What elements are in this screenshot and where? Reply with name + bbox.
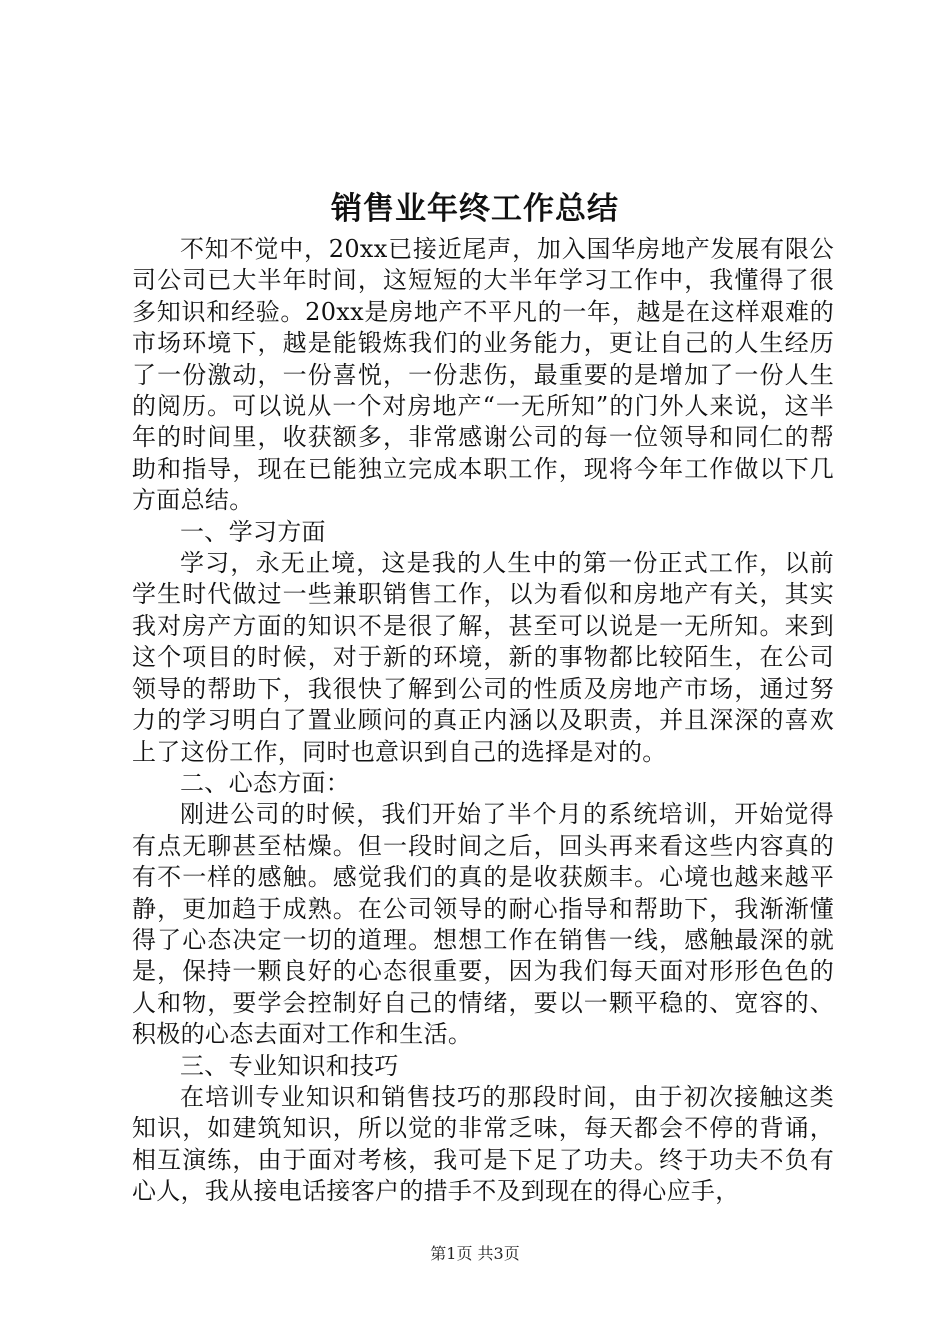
section-heading-study: 一、学习方面 (180, 517, 326, 546)
study-paragraph: 学习，永无止境，这是我的人生中的第一份正式工作，以前学生时代做过一些兼职销售工作，以为看似和房地产有关，其实我对房产方面的知识不是很了解，甚至可以说是一无所知。来到这个项目的时候，对于新的环境，新的事物都比较陌生，在公司领导的帮助下，我很快了解到公司的性质及房地产市场，通过努力的学习明白了置业顾问的真正内涵以及职责，并且深深的喜欢上了这份工作，同时也意识到自己的选择是对的。 (132, 549, 834, 766)
page-number-footer: 第1页 共3页 (430, 1244, 520, 1263)
section-heading-mindset: 二、心态方面： (180, 768, 351, 797)
skills-paragraph: 在培训专业知识和销售技巧的那段时间，由于初次接触这类知识，如建筑知识，所以觉的非常乏味，每天都会不停的背诵，相互演练，由于面对考核，我可是下足了功夫。终于功夫不负有心人，我从接电话接客户的措手不及到现在的得心应手， (132, 1082, 834, 1206)
section-heading-skills: 三、专业知识和技巧 (180, 1051, 399, 1080)
intro-paragraph: 不知不觉中，20xx已接近尾声，加入国华房地产发展有限公司公司已大半年时间，这短短的大半年学习工作中，我懂得了很多知识和经验。20xx是房地产不平凡的一年，越是在这样艰难的市场环境下，越是能锻炼我们的业务能力，更让自己的人生经历了一份激动，一份喜悦，一份悲伤，最重要的是增加了一份人生的阅历。可以说从一个对房地产“一无所知”的门外人来说，这半年的时间里，收获额多，非常感谢公司的每一位领导和同仁的帮助和指导，现在已能独立完成本职工作，现将今年工作做以下几方面总结。 (132, 235, 834, 515)
document-body (132, 234, 834, 1208)
mindset-paragraph: 刚进公司的时候，我们开始了半个月的系统培训，开始觉得有点无聊甚至枯燥。但一段时间之后，回头再来看这些内容真的有不一样的感触。感觉我们的真的是收获颇丰。心境也越来越平静，更加趋于成熟。在公司领导的耐心指导和帮助下，我渐渐懂得了心态决定一切的道理。想想工作在销售一线，感触最深的就是，保持一颗良好的心态很重要，因为我们每天面对形形色色的人和物，要学会控制好自己的情绪，要以一颗平稳的、宽容的、积极的心态去面对工作和生活。 (132, 800, 834, 1049)
document-title: 销售业年终工作总结 (331, 191, 619, 227)
